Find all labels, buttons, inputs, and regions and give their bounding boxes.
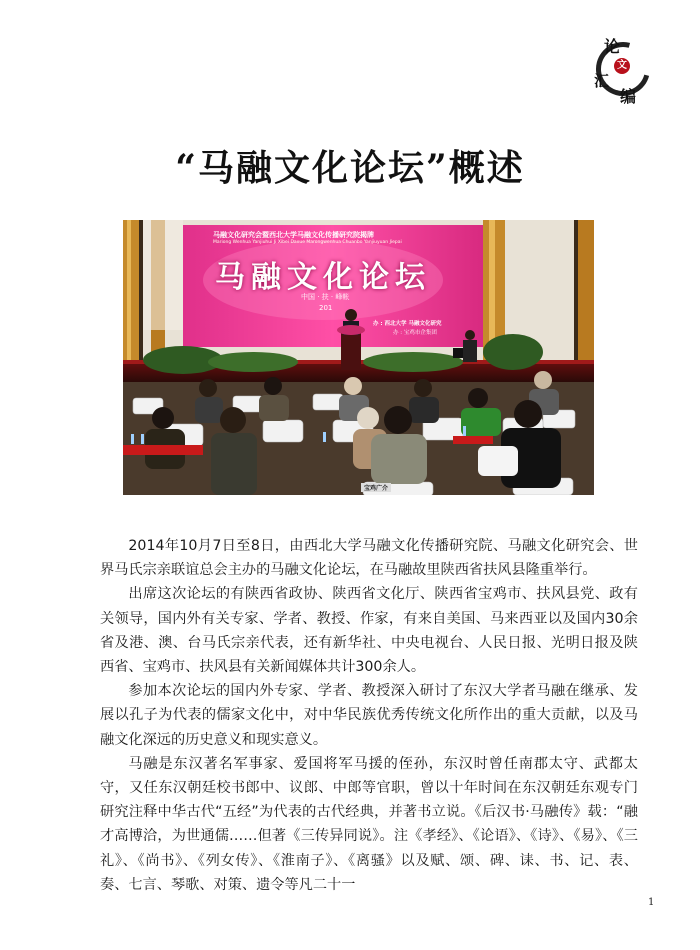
logo-char-bian: 编 [620,87,637,106]
forum-photo [123,220,594,495]
banner-location: 中国 · 扶 · 峰帐 [301,293,350,301]
banner-co-organizer: 办 : 宝鸡市企集团 [393,330,437,336]
page-title: “马融文化论坛”概述 [175,147,525,189]
paragraph: 马融是东汉著名军事家、爱国将军马援的侄孙，东汉时曾任南郡太守、武都太守，又任东汉朝廷校书郎中、议郎、中郎等官职，曾以十年时间在东汉朝廷东观专门研究注释中华古代“五经”为代表的古代经典，并著书立说。《后汉书·马融传》载：“融才高博洽，为世通儒……但著《三传异同说》。注《孝经》、《论语》、《诗》、《易》、《三礼》、《尚书》、《列女传》、《淮南子》、《离骚》以及赋、颂、碑、诔、书、记、表、奏、七言、琴歌、对策、遗令等凡二十一 [100,755,638,893]
audience-sign: 宝鸡广介 [361,483,391,492]
page-number: 1 [648,897,655,908]
banner-year: 201 [319,304,333,312]
logo-char-lun: 论 [604,37,621,56]
banner-main-title: 马融文化论坛 [215,260,431,295]
paragraph: 2014年10月7日至8日，由西北大学马融文化传播研究院、马融文化研究会、世界马氏宗亲联谊总会主办的马融文化论坛，在马融故里陕西省扶风县隆重举行。 [100,538,638,579]
logo [594,30,650,108]
paragraph: 出席这次论坛的有陕西省政协、陕西省文化厅、陕西省宝鸡市、扶风县党、政有关领导，国内外有关专家、学者、教授、作家，有来自美国、马来西亚以及国内30余省及港、澳、台马氏宗亲代表，还有新华社、中央电视台、人民日报、光明日报及陕西省、宝鸡市、扶风县有关新闻媒体共计300余人。 [100,586,638,676]
banner-organizer: 办 : 西北大学 马融文化研究 [373,321,442,327]
paragraph: 参加本次论坛的国内外专家、学者、教授深入研讨了东汉大学者马融在继承、发展以孔子为代表的儒家文化中，对中华民族优秀传统文化所作出的重大贡献，以及马融文化深远的历史意义和现实意义。 [100,683,638,748]
logo-char-hui: 汇 [594,72,610,90]
banner-top-text: 马融文化研究会暨西北大学马融文化传播研究院揭牌 [213,231,374,239]
article-body [100,534,638,897]
banner-subtitle: Mariong Wenhua Yanjiuhui Ji Xibei Daxue Marongwenhua Chuanbo Yanjiuyuan Jiepai [213,240,402,245]
logo-seal: 文 [614,58,630,74]
